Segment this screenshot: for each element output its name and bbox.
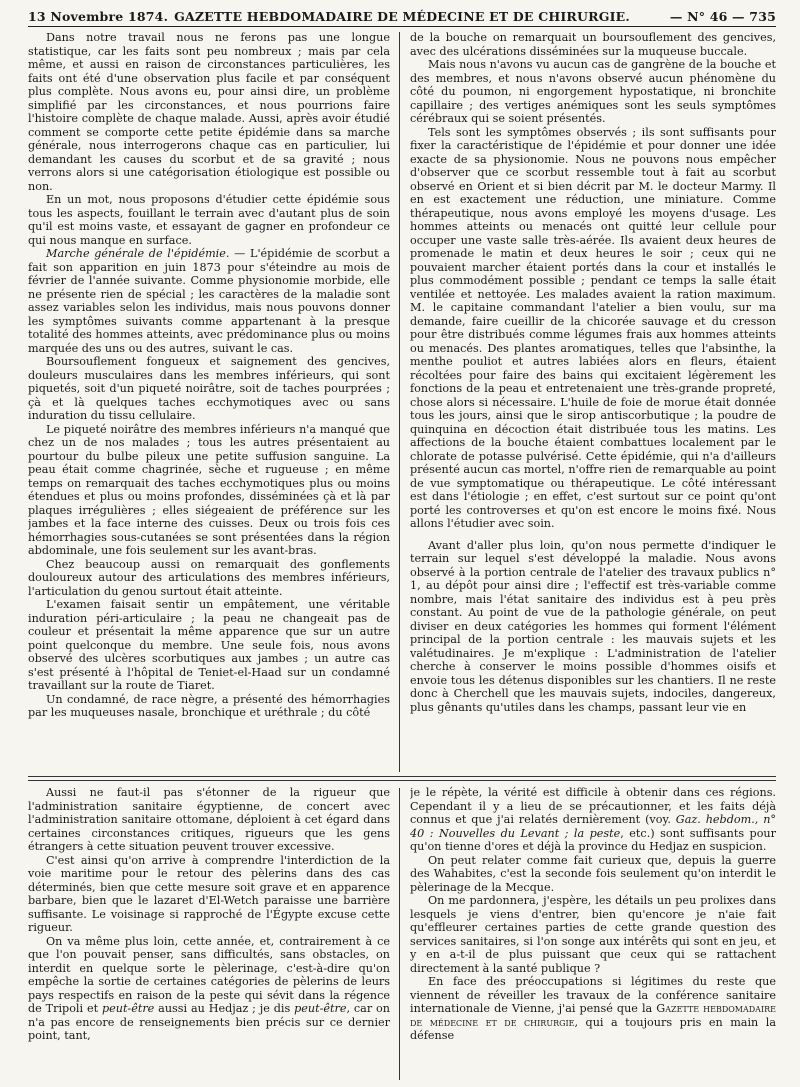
paragraph: Mais nous n'avons vu aucun cas de gangrène de la bouche et des membres, et nous n'avons observé aucun phénomène du côté du poumon, ni engorgement hypostatique, ni bronchite capillaire ; des vertiges anémiques sont les seuls symptômes cérébraux qui se soient présentés. <box>410 58 776 125</box>
paragraph: On me pardonnera, j'espère, les détails un peu prolixes dans lesquels je viens d'entrer, bien qu'encore je n'aie fait qu'effleurer certaines parties de cette grande question des services sanitaires, si l'on songe aux intérêts qui sont en jeu, et y en a-t-il de plus puissant que ceux qui se rattachent directement à la santé publique ? <box>410 894 776 975</box>
paragraph <box>410 786 776 854</box>
section-heading: Marche générale de l'épidémie. <box>46 247 230 260</box>
top-left-column <box>28 31 390 773</box>
paragraph: C'est ainsi qu'on arrive à comprendre l'interdiction de la voie maritime pour le retour des pèlerins dans des cas déterminés, bien que cette mesure soit grave et en apparence barbare, bien que le lazaret d'El-Wetch paraisse une barrière suffisante. Le voisinage si rapproché de l'Égypte excuse cette rigueur. <box>28 853 390 934</box>
paragraph: Dans notre travail nous ne ferons pas une longue statistique, car les faits sont peu nombreux ; mais par cela même, et aussi en raison de circonstances particulières, les faits ont été d'une observation plus facile et par conséquent plus complète. Nous avons eu, pour ainsi dire, un problème simplifié par les circonstances, et nous pourrions faire l'histoire complète de chaque malade. Aussi, après avoir étudié comment se comporte cette petite épidémie dans sa marche générale, nous interrogerons chaque cas en particulier, lui demandant les causes du scorbut et de sa gravité ; nous verrons alors si une catégorisation étiologique est possible ou non. <box>28 31 390 193</box>
small-caps-run: Gazette hebdomadaire de médecine et de chirurgie <box>410 1002 776 1029</box>
paragraph-section <box>28 247 390 355</box>
text-run: En face des préoccupations si légitimes du reste que viennent de réveiller les travaux de la conférence sanitaire internationale de Vienne, j'ai pensé que la <box>410 975 776 1015</box>
paragraph: Boursouflement fongueux et saignement des gencives, douleurs musculaires dans les membres inférieurs, qui sont piquetés, soit d'un piqueté noirâtre, soit de taches pourprées ; çà et là quelques taches ecchymotiques avec ou sans induration du tissu cellulaire. <box>28 355 390 422</box>
paragraph: Le piqueté noirâtre des membres inférieurs n'a manqué que chez un de nos malades ; tous les autres présentaient au pourtour du bulbe pileux une petite suffusion sanguine. La peau était comme chagrinée, sèche et rugueuse ; en même temps on remarquait des taches ecchymotiques plus ou moins étendues et plus ou moins profondes, disséminées çà et là par plaques irrégulières ; elles siégeaient de préférence sur les jambes et la face interne des cuisses. Deux ou trois fois ces hémorrhagies sous-cutanées se sont présentées dans la région abdominale, une fois seulement sur les avant-bras. <box>28 422 390 557</box>
text-run: aussi au Hedjaz ; je dis <box>154 1002 295 1015</box>
paragraph: Un condamné, de race nègre, a présenté des hémorrhagies par les muqueuses nasale, bronchique et uréthrale ; du côté <box>28 692 390 719</box>
italic-run: peut-être <box>101 1002 155 1015</box>
text-run: , qui a toujours pris en main la défense <box>410 1015 776 1042</box>
header-issue-page-number: — N° 46 — 735 <box>669 9 776 24</box>
paragraph: En un mot, nous proposons d'étudier cette épidémie sous tous les aspects, fouillant le terrain avec d'autant plus de soin qu'il est moins vaste, et essayant de gagner en profondeur ce qui nous manque en surface. <box>28 193 390 247</box>
italic-run: peut-être <box>294 1002 347 1015</box>
column-divider-bottom <box>399 788 400 1080</box>
header-date: 13 Novembre 1874. <box>28 9 169 24</box>
paragraph: de la bouche on remarquait un boursouflement des gencives, avec des ulcérations disséminées sur la muqueuse buccale. <box>410 31 776 58</box>
section-text: — L'épidémie de scorbut a fait son apparition en juin 1873 pour s'éteindre au mois de février de l'année suivante. Comme physionomie morbide, elle ne présente rien de spécial ; les caractères de la maladie sont assez variables selon les individus, mais nous pouvons donner les symptômes suivants comme appartenant à la presque totalité des hommes atteints, avec prédominance plus ou moins marquée des uns ou des autres, suivant le cas. <box>28 247 390 355</box>
section-divider <box>28 780 776 781</box>
top-right-column <box>410 31 776 773</box>
paragraph: Chez beaucoup aussi on remarquait des gonflements douloureux autour des articulations des membres inférieurs, l'articulation du genou surtout était atteinte. <box>28 557 390 598</box>
header-journal-title: GAZETTE HEBDOMADAIRE DE MÉDECINE ET DE CHIRURGIE. <box>174 9 630 24</box>
column-divider-top <box>399 32 400 772</box>
page-header <box>28 6 776 28</box>
italic-run: Gaz. hebdom., n° 40 : Nouvelles du Levant ; la peste <box>410 813 776 840</box>
paragraph: On peut relater comme fait curieux que, depuis la guerre des Wahabites, c'est la seconde fois seulement qu'on interdit le pèlerinage de la Mecque. <box>410 853 776 894</box>
bottom-left-column <box>28 786 390 1082</box>
paragraph <box>410 975 776 1043</box>
paragraph: L'examen faisait sentir un empâtement, une véritable induration péri-articulaire ; la peau ne changeait pas de couleur et présentait la même apparence que sur un autre point quelconque du membre. Une seule fois, nous avons observé des ulcères scorbutiques aux jambes ; un autre cas s'est présenté à l'hôpital de Teniet-el-Haad sur un condamné travaillant sur la route de Tiaret. <box>28 598 390 692</box>
header-rule <box>28 26 776 27</box>
text-run: , etc.) sont suffisants pour qu'on tienne d'ores et déjà la province du Hedjaz en suspicion. <box>410 826 776 853</box>
bottom-right-column <box>410 786 776 1082</box>
section-divider <box>28 776 776 777</box>
text-run: On va même plus loin, cette année, et, contrairement à ce que l'on pouvait penser, sans difficultés, sans obstacles, on interdit en quelque sorte le pèlerinage, c'est-à-dire qu'on empêche la sortie de certaines catégories de pèlerins de leurs pays respectifs en raison de la peste qui sévit dans la régence de Tripoli et <box>28 934 390 1015</box>
paragraph: Aussi ne faut-il pas s'étonner de la rigueur que l'administration sanitaire égyptienne, de concert avec l'administration sanitaire ottomane, déploient à cet égard dans certaines circonstances critiques, rigueurs que les gens étrangers à cette situation peuvent trouver excessive. <box>28 786 390 853</box>
paragraph: Avant d'aller plus loin, qu'on nous permette d'indiquer le terrain sur lequel s'est développé la maladie. Nous avons observé à la portion centrale de l'atelier des travaux publics n° 1, au dépôt pour ainsi dire ; l'effectif est très-variable comme nombre, mais l'état sanitaire des individus est à peu près constant. Au point de vue de la pathologie générale, on peut diviser en deux catégories les hommes qui forment l'élément principal de la portion centrale : les mauvais sujets et les valétudinaires. Je m'explique : L'administration de l'atelier cherche à conserver le moins possible d'hommes oisifs et envoie tous les détenus disponibles sur les chantiers. Il ne reste donc à Cherchell que les mauvais sujets, indociles, dangereux, plus gênants qu'utiles dans les champs, passant leur vie en <box>410 538 776 714</box>
paragraph: Tels sont les symptômes observés ; ils sont suffisants pour fixer la caractéristique de l'épidémie et pour donner une idée exacte de sa physionomie. Nous ne pouvons nous empêcher d'observer que ce scorbut ressemble tout à fait au scorbut observé en Orient et si bien décrit par M. le docteur Marmy. Il en est exactement une réduction, une miniature. Comme thérapeutique, nous avons employé les moyens d'usage. Les hommes atteints ou menacés ont quitté leur cellule pour occuper une vaste salle très-aérée. Ils avaient deux heures de promenade le matin et deux heures le soir ; ceux qui ne pouvaient marcher étaient portés dans la cour et installés le plus commodément possible ; pendant ce temps la salle était ventilée et nettoyée. Les malades avaient la ration maximum. M. le capitaine commandant l'atelier a bien voulu, sur ma demande, faire cueillir de la chicorée sauvage et du cresson pour être distribués comme légumes frais aux hommes atteints ou menacés. Des plantes aromatiques, telles que l'absinthe, la menthe pouliot et autres labiées alors en fleurs, étaient récoltées pour faire des bains qui excitaient légèrement les fonctions de la peau et entretenaient une très-grande propreté, chose alors si nécessaire. L'huile de foie de morue était donnée tous les jours, ainsi que le sirop antiscorbutique ; la poudre de quinquina en décoction était distribuée tous les matins. Les affections de la bouche étaient combattues localement par le chlorate de potasse pulvérisé. Cette épidémie, qui n'a d'ailleurs présenté aucun cas mortel, n'offre rien de remarquable au point de vue symptomatique ou thérapeutique. Le côté intéressant est dans l'étiologie ; en effet, c'est surtout sur ce point qu'ont porté les controverses et qu'on est encore le moins fixé. Nous allons l'étudier avec soin. <box>410 125 776 530</box>
text-run: je le répète, la vérité est difficile à obtenir dans ces régions. Cependant il y a lieu de se précautionner, et les faits déjà connus et que j'ai relatés dernièrement (voy. <box>410 786 776 826</box>
paragraph <box>28 935 390 1043</box>
text-run: , car on n'a pas encore de renseignements bien précis sur ce dernier point, tant, <box>28 1002 390 1042</box>
